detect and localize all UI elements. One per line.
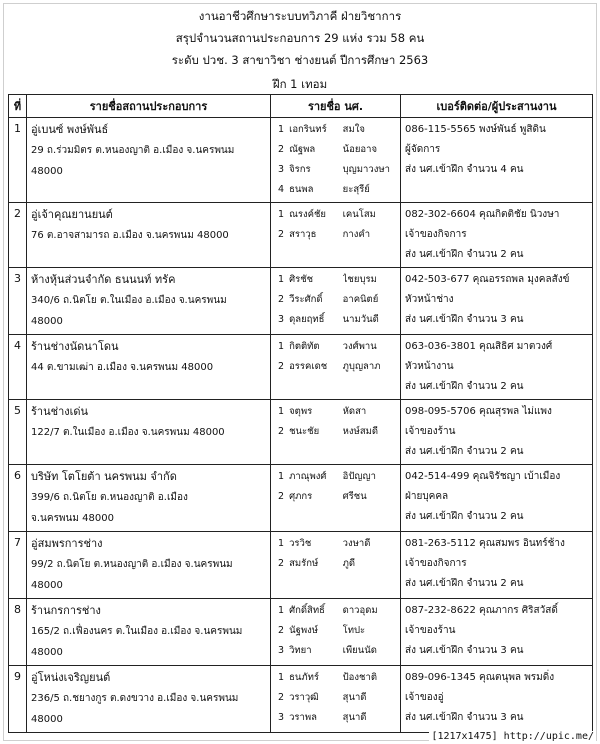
contact-position: ผู้จัดการ — [405, 144, 441, 155]
establishment-name: อู่เบนซ์ พงษ์พันธ์ — [31, 123, 109, 136]
student-first-name: ชนะชัย — [289, 426, 320, 437]
student-entry — [273, 422, 398, 442]
student-index: 2 — [278, 692, 285, 703]
placement-table — [8, 94, 593, 733]
student-entry — [273, 140, 398, 160]
establishment-cell — [27, 335, 271, 400]
establishment-name: อู่สมพรการช่าง — [31, 537, 103, 550]
contact-cell — [401, 465, 593, 532]
student-last-name: ดาวอุดม — [342, 605, 378, 616]
student-entry — [273, 205, 398, 225]
establishment-cell — [27, 666, 271, 733]
row-number: 7 — [9, 532, 27, 599]
student-first-name: สมรักษ์ — [289, 558, 319, 569]
student-index: 3 — [278, 314, 285, 325]
table-header-row — [9, 95, 593, 118]
students-cell — [271, 400, 401, 465]
contact-cell — [401, 532, 593, 599]
establishment-name: ร้านกรการช่าง — [31, 604, 101, 617]
establishment-cell — [27, 465, 271, 532]
student-entry — [273, 601, 398, 621]
student-last-name: วงศ์พาน — [342, 341, 377, 352]
contact-student-count: ส่ง นศ.เข้าฝึก จำนวน 2 คน — [405, 578, 524, 589]
student-first-name: ศักดิ์สิทธิ์ — [289, 605, 325, 616]
table-row — [9, 203, 593, 268]
table-row — [9, 335, 593, 400]
student-last-name: ไชยบุรม — [342, 274, 377, 285]
contact-student-count: ส่ง นศ.เข้าฝึก จำนวน 3 คน — [405, 314, 524, 325]
student-entry — [273, 554, 398, 574]
student-first-name: ณัฐพล — [289, 144, 316, 155]
establishment-address-line: 165/2 ถ.เฟื่องนคร ต.ในเมือง อ.เมือง จ.นครพนม — [31, 626, 243, 637]
student-entry — [273, 467, 398, 487]
table-body — [9, 118, 593, 733]
student-first-name: อรรคเดช — [289, 361, 328, 372]
students-cell — [271, 335, 401, 400]
student-first-name: เอกรินทร์ — [289, 124, 327, 135]
student-last-name: ภูบุญลาภ — [342, 361, 381, 372]
student-last-name: วงษาดี — [342, 538, 371, 549]
student-first-name: ธนพล — [289, 184, 314, 195]
student-index: 1 — [278, 672, 285, 683]
student-index: 2 — [278, 361, 285, 372]
student-last-name: เคนโสม — [342, 209, 376, 220]
establishment-name: ห้างหุ้นส่วนจำกัด ธนนนท์ ทรัค — [31, 273, 176, 286]
contact-student-count: ส่ง นศ.เข้าฝึก จำนวน 2 คน — [405, 381, 524, 392]
row-number: 9 — [9, 666, 27, 733]
establishment-address-line: จ.นครพนม 48000 — [31, 513, 114, 524]
table-row — [9, 666, 593, 733]
establishment-cell — [27, 400, 271, 465]
student-entry — [273, 668, 398, 688]
student-last-name: ศรีชน — [342, 491, 367, 502]
table-row — [9, 532, 593, 599]
student-last-name: น้อยอาจ — [342, 144, 378, 155]
student-first-name: ศุภกร — [289, 491, 313, 502]
contact-phone-person: 087-232-8622 คุณภากร ศิริสวัสดิ์ — [405, 605, 558, 616]
contact-phone-person: 098-095-5706 คุณสุรพล ไม่แพง — [405, 406, 552, 417]
contact-position: เจ้าของร้าน — [405, 426, 456, 437]
col-header-students: รายชื่อ นศ. — [271, 95, 401, 118]
student-entry — [273, 402, 398, 422]
establishment-address-line: 48000 — [31, 647, 63, 658]
student-index: 3 — [278, 712, 285, 723]
student-entry — [273, 688, 398, 708]
student-index: 2 — [278, 229, 285, 240]
student-entry — [273, 534, 398, 554]
student-entry — [273, 120, 398, 140]
student-entry — [273, 180, 398, 200]
contact-phone-person: 089-096-1345 คุณตนุพล พรมดิ่ง — [405, 672, 555, 683]
student-entry — [273, 708, 398, 728]
contact-phone-person: 086-115-5565 พงษ์พันธ์ พูสิดิน — [405, 124, 546, 135]
student-last-name: บุญมาวงษา — [342, 164, 390, 175]
student-entry — [273, 225, 398, 245]
student-index: 2 — [278, 625, 285, 636]
student-first-name: วีระศักดิ์ — [289, 294, 323, 305]
student-index: 1 — [278, 538, 285, 549]
contact-position: หัวหน้างาน — [405, 361, 454, 372]
establishment-name: ร้านช่างนัดนาโดน — [31, 340, 119, 353]
student-entry — [273, 621, 398, 641]
student-last-name: นามวันดี — [342, 314, 379, 325]
student-entry — [273, 357, 398, 377]
col-header-contact: เบอร์ติดต่อ/ผู้ประสานงาน — [401, 95, 593, 118]
establishment-address-line: 48000 — [31, 580, 63, 591]
establishment-address-line: 44 ต.ขามเฒ่า อ.เมือง จ.นครพนม 48000 — [31, 362, 214, 373]
contact-position: เจ้าของอู่ — [405, 692, 444, 703]
contact-phone-person: 081-263-5112 คุณสมพร อินทร์ช้าง — [405, 538, 565, 549]
student-index: 3 — [278, 645, 285, 656]
student-index: 1 — [278, 341, 285, 352]
student-entry — [273, 487, 398, 507]
students-cell — [271, 532, 401, 599]
establishment-cell — [27, 118, 271, 203]
col-header-place: รายชื่อสถานประกอบการ — [27, 95, 271, 118]
table-row — [9, 400, 593, 465]
student-last-name: อาคนิตย์ — [342, 294, 379, 305]
student-index: 2 — [278, 558, 285, 569]
establishment-cell — [27, 203, 271, 268]
establishment-name: อู่เจ้าคุณยานยนต์ — [31, 208, 113, 221]
col-header-no: ที่ — [9, 95, 27, 118]
contact-cell — [401, 666, 593, 733]
establishment-address-line: 29 ถ.ร่วมมิตร ต.หนองญาติ อ.เมือง จ.นครพนม — [31, 145, 235, 156]
student-first-name: วราพล — [289, 712, 317, 723]
student-first-name: ณรงค์ชัย — [289, 209, 327, 220]
students-cell — [271, 465, 401, 532]
student-last-name: โทปะ — [342, 625, 366, 636]
student-first-name: กิตติทัต — [289, 341, 320, 352]
students-cell — [271, 666, 401, 733]
establishment-address-line: 399/6 ถ.นิตโย ต.หนองญาติ อ.เมือง — [31, 492, 188, 503]
student-entry — [273, 270, 398, 290]
students-cell — [271, 118, 401, 203]
contact-position: ฝ่ายบุคคล — [405, 491, 449, 502]
student-first-name: ศิรชัช — [289, 274, 314, 285]
student-index: 2 — [278, 294, 285, 305]
contact-position: เจ้าของกิจการ — [405, 558, 467, 569]
student-entry — [273, 310, 398, 330]
establishment-name: ร้านช่างเด่น — [31, 405, 89, 418]
contact-student-count: ส่ง นศ.เข้าฝึก จำนวน 4 คน — [405, 164, 524, 175]
student-last-name: หัดสา — [342, 406, 367, 417]
student-last-name: สุนาดี — [342, 712, 367, 723]
establishment-address-line: 340/6 ถ.นิตโย ต.ในเมือง อ.เมือง จ.นครพนม — [31, 295, 227, 306]
student-last-name: อิปัญญา — [342, 471, 376, 482]
student-first-name: นัฐพงษ์ — [289, 625, 318, 636]
student-first-name: จิรกร — [289, 164, 311, 175]
student-entry — [273, 160, 398, 180]
contact-student-count: ส่ง นศ.เข้าฝึก จำนวน 2 คน — [405, 446, 524, 457]
image-size-watermark: [1217x1475] http://upic.me/ — [431, 731, 594, 742]
row-number: 5 — [9, 400, 27, 465]
establishment-name: บริษัท โตโยต้า นครพนม จำกัด — [31, 470, 177, 483]
student-first-name: จตุพร — [289, 406, 313, 417]
students-cell — [271, 268, 401, 335]
contact-cell — [401, 203, 593, 268]
contact-cell — [401, 118, 593, 203]
student-last-name: เพียนนัด — [342, 645, 377, 656]
student-entry — [273, 290, 398, 310]
student-index: 2 — [278, 426, 285, 437]
contact-cell — [401, 268, 593, 335]
student-first-name: ธนภัทร์ — [289, 672, 319, 683]
establishment-address-line: 48000 — [31, 166, 63, 177]
students-cell — [271, 599, 401, 666]
header-department: งานอาชีวศึกษาระบบทวิภาคี ฝ่ายวิชาการ — [198, 9, 402, 23]
establishment-address-line: 48000 — [31, 714, 63, 725]
establishment-address-line: 236/5 ถ.ชยางกูร ต.ดงขวาง อ.เมือง จ.นครพนม — [31, 693, 239, 704]
contact-phone-person: 063-036-3801 คุณสิธิศ มาตวงศ์ — [405, 341, 553, 352]
contact-student-count: ส่ง นศ.เข้าฝึก จำนวน 3 คน — [405, 645, 524, 656]
establishment-address-line: 99/2 ถ.นิตโย ต.หนองญาติ อ.เมือง จ.นครพนม — [31, 559, 233, 570]
contact-phone-person: 042-514-499 คุณจิรัชญา เบ้าเมือง — [405, 471, 561, 482]
table-row — [9, 268, 593, 335]
student-last-name: ยะสุรีย์ — [342, 184, 370, 195]
contact-student-count: ส่ง นศ.เข้าฝึก จำนวน 2 คน — [405, 511, 524, 522]
contact-phone-person: 082-302-6604 คุณกิตติชัย นิวงษา — [405, 209, 560, 220]
row-number: 3 — [9, 268, 27, 335]
student-index: 1 — [278, 124, 285, 135]
contact-position: หัวหน้าช่าง — [405, 294, 454, 305]
student-last-name: ป้องชาติ — [342, 672, 377, 683]
student-index: 3 — [278, 164, 285, 175]
row-number: 1 — [9, 118, 27, 203]
contact-phone-person: 042-503-677 คุณอรรถพล มุงคลสังข์ — [405, 274, 570, 285]
student-index: 2 — [278, 491, 285, 502]
establishment-cell — [27, 268, 271, 335]
student-first-name: ภาณุพงศ์ — [289, 471, 327, 482]
row-number: 4 — [9, 335, 27, 400]
student-last-name: สุนาดี — [342, 692, 367, 703]
contact-cell — [401, 400, 593, 465]
student-index: 1 — [278, 471, 285, 482]
student-index: 1 — [278, 406, 285, 417]
student-entry — [273, 337, 398, 357]
contact-position: เจ้าของร้าน — [405, 625, 456, 636]
student-index: 1 — [278, 209, 285, 220]
table-row — [9, 118, 593, 203]
student-index: 2 — [278, 144, 285, 155]
establishment-address-line: 48000 — [31, 316, 63, 327]
establishment-name: อู่โหน่งเจริญยนต์ — [31, 671, 111, 684]
header-term: ฝึก 1 เทอม — [272, 77, 328, 91]
student-first-name: ดุลยฤทธิ์ — [289, 314, 325, 325]
student-last-name: หงษ์สมดี — [342, 426, 379, 437]
student-first-name: สราวุธ — [289, 229, 317, 240]
table-row — [9, 599, 593, 666]
establishment-address-line: 76 ต.อาจสามารถ อ.เมือง จ.นครพนม 48000 — [31, 230, 229, 241]
contact-position: เจ้าของกิจการ — [405, 229, 467, 240]
row-number: 8 — [9, 599, 27, 666]
header-level: ระดับ ปวช. 3 สาขาวิชา ช่างยนต์ ปีการศึกษา 2563 — [171, 53, 429, 67]
establishment-cell — [27, 532, 271, 599]
student-last-name: กางคำ — [342, 229, 371, 240]
student-first-name: วรวิช — [289, 538, 312, 549]
students-cell — [271, 203, 401, 268]
student-index: 1 — [278, 605, 285, 616]
student-last-name: สมใจ — [342, 124, 365, 135]
contact-student-count: ส่ง นศ.เข้าฝึก จำนวน 2 คน — [405, 249, 524, 260]
table-row — [9, 465, 593, 532]
student-first-name: วราวุฒิ — [289, 692, 319, 703]
student-first-name: วิทยา — [289, 645, 312, 656]
row-number: 2 — [9, 203, 27, 268]
contact-cell — [401, 335, 593, 400]
student-index: 4 — [278, 184, 285, 195]
contact-student-count: ส่ง นศ.เข้าฝึก จำนวน 3 คน — [405, 712, 524, 723]
header-summary: สรุปจำนวนสถานประกอบการ 29 แห่ง รวม 58 คน — [175, 31, 425, 45]
contact-cell — [401, 599, 593, 666]
establishment-cell — [27, 599, 271, 666]
row-number: 6 — [9, 465, 27, 532]
student-entry — [273, 641, 398, 661]
student-index: 1 — [278, 274, 285, 285]
establishment-address-line: 122/7 ต.ในเมือง อ.เมือง จ.นครพนม 48000 — [31, 427, 225, 438]
student-last-name: ภูดี — [342, 558, 356, 569]
